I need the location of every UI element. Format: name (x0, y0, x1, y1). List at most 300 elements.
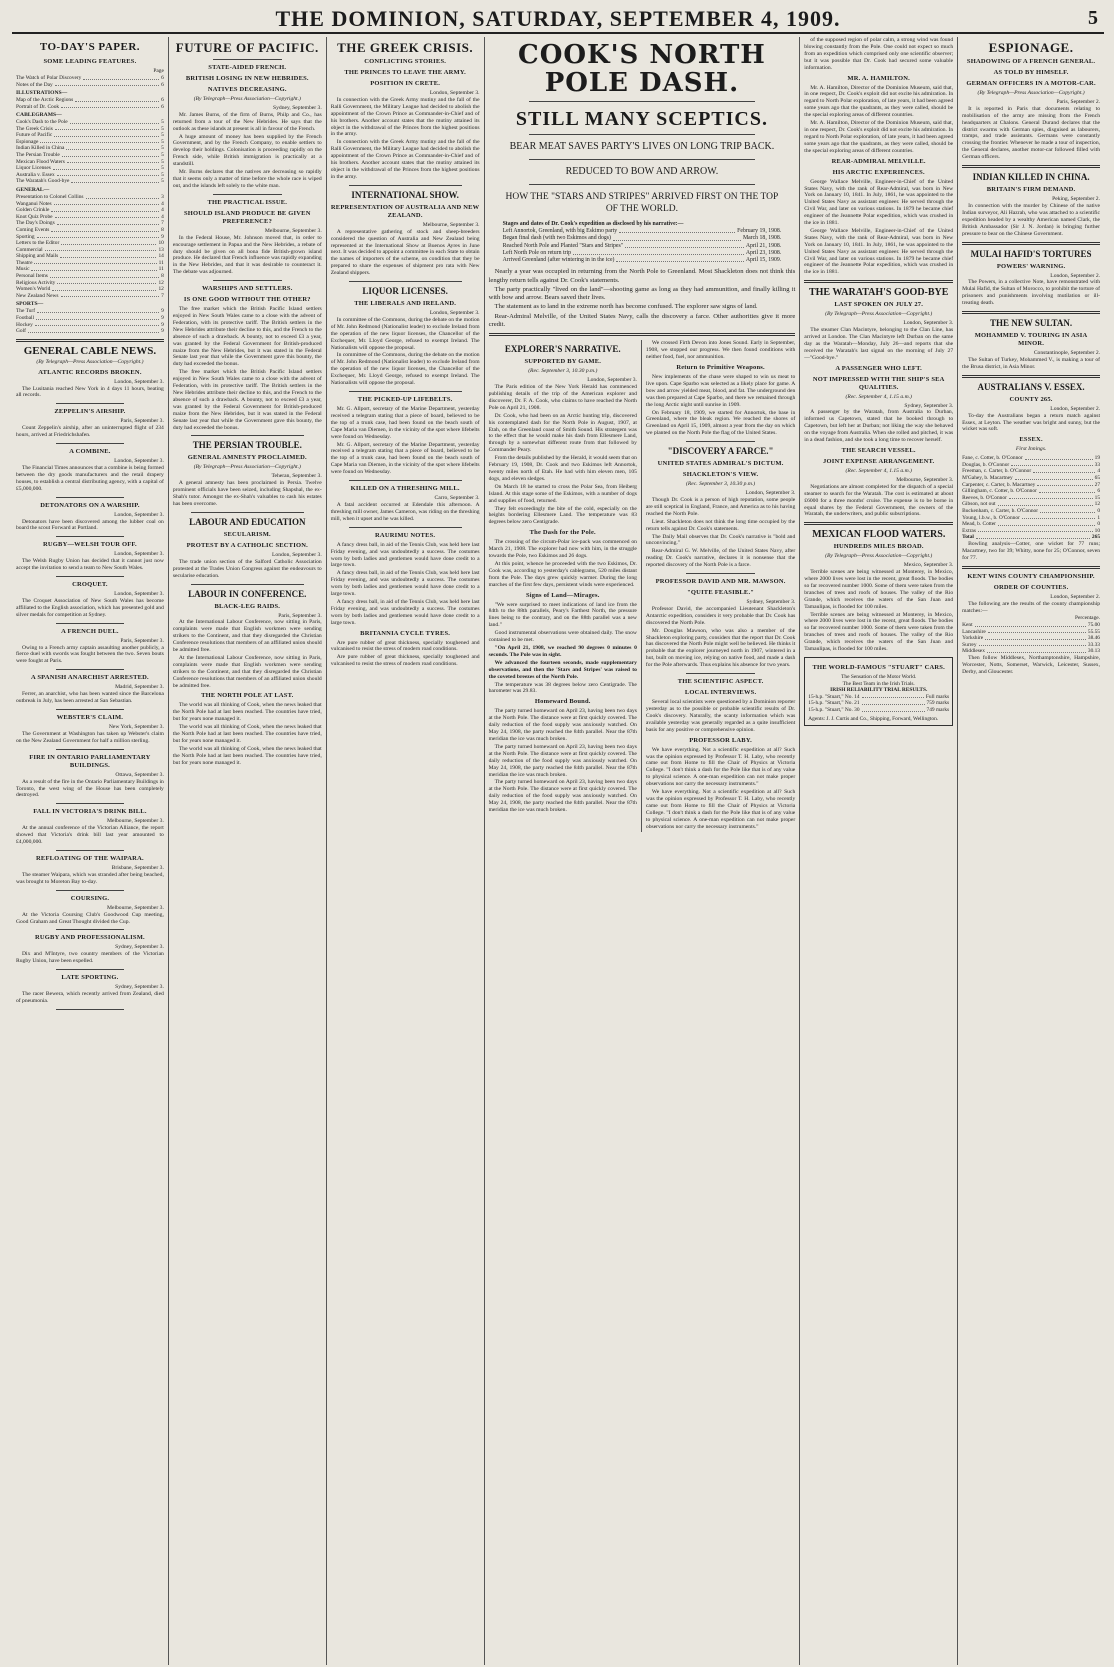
stage-row-value: April 23, 1908. (745, 249, 782, 256)
batsman-row-value: 15 (1094, 494, 1101, 501)
natives-para-1: Mr. James Burns, of the firm of Burns, Philp and Co., has returned from a tour of the New Hebrides. He says that the outlook as these islands at present is all in favour of the French. (172, 111, 322, 132)
passenger-head: A PASSENGER WHO LEFT. (835, 364, 922, 372)
divider (56, 1009, 124, 1010)
contents-entry (16, 234, 164, 241)
cable-item-dateline: Melbourne, September 3. (107, 818, 164, 825)
dot-leader (67, 159, 159, 164)
farce-para-1: Though Dr. Cook is a person of high reputation, some people are still sceptical in England, France, and America as to his having reached the North Pole. (645, 496, 796, 517)
persian-trouble-title: THE PERSIAN TROUBLE. (192, 440, 302, 451)
threshing-body: A fatal accident occurred at Edendale this afternoon. A threshing mill owner, James Cameron, was riding on the threshing mill, when it upset and he was killed. (330, 501, 480, 522)
primitive-body-2: On February 18, 1909, we started for Annortok, the base in Greenland, where the bleak region. We reached the shores of Greenland on April 15, 1909, almost a year from the day on which we planted on the North Pole the flag of the United States. (645, 409, 796, 437)
melville-head: REAR-ADMIRAL MELVILLE. (831, 157, 926, 165)
contents-entry-label: Theatre (16, 259, 33, 266)
contents-entry-label: Wanganui Notes (16, 200, 52, 207)
column-7 (958, 37, 1104, 1665)
county-table (962, 615, 1100, 655)
cable-item-head: CROQUET. (72, 581, 108, 589)
divider (56, 803, 124, 804)
land-mirages-head: Signs of Land—Mirages. (525, 591, 600, 599)
conference-dateline: Paris, September 3. (278, 612, 322, 619)
land-para-2: Good instrumental observations were obtained daily. The snow contained to be met. (488, 630, 637, 644)
contents-entry-page: 4 (161, 207, 164, 214)
contents-entry (16, 293, 164, 300)
batsman-row-value: 6 (1097, 488, 1101, 495)
masthead-title: THE DOMINION, SATURDAY, SEPTEMBER 4, 1909. (275, 6, 841, 31)
contents-entry-label: Indian Killed in China (16, 145, 65, 152)
contents-entry (16, 220, 164, 227)
county-row (962, 635, 1100, 642)
divider (804, 522, 953, 525)
contents-entry-label: Letters to the Editor (16, 240, 60, 247)
contents-entry-page: 5 (161, 152, 164, 159)
contents-entry (16, 172, 164, 179)
divider (804, 280, 953, 283)
contents-entry-label: Cook's Dash to the Pole (16, 119, 68, 126)
contents-entry-label: Espionage (16, 138, 39, 145)
batsman-row-value: 0 (1097, 508, 1101, 515)
explorers-narrative-head: EXPLORER'S NARRATIVE. (504, 344, 621, 355)
divider (349, 391, 462, 392)
column-6 (800, 37, 958, 1665)
first-innings-head: First Innings. (1015, 446, 1047, 453)
persian-body: A general amnesty has been proclaimed in Persia. Twelve prominent officials have been seized, including Shapshal, the ex-Shah's tutor. Amongst the ex-Shah's valuables to cash his estates has been overcome. (172, 480, 322, 507)
german-officers-head: GERMAN OFFICERS IN A MOTOR-CAR. (966, 80, 1096, 87)
stage-row-label: Left Annortok, Greenland, with big Eskimo party (502, 228, 618, 235)
dot-leader (998, 521, 1095, 526)
dot-leader (573, 250, 744, 255)
dot-leader (979, 642, 1086, 647)
mulai-hafid-title: MULAI HAFID'S TORTURES (970, 248, 1092, 259)
lead-paragraphs (489, 268, 796, 329)
cable-item-dateline: Brisbane, September 3. (111, 864, 164, 871)
laby-body: We have everything. Not a scientific expedition at all? Such was the opinion expressed by Professor T. H. Laby, who recently came out from Home to fill the Chair of Physics at Victoria College. "I don't think a dash for the Pole like that is of any value to physical science. A one-man expedition can not make proper observations nor carry the necessary instruments." (645, 746, 796, 788)
melville-body: George Wallace Melville, Engineer-in-Chief of the United States Navy, with the rank of Rear-Admiral, was born in New York on January 10, 1841. In July, 1861, he was appointed to the United States Navy as assistant engineer. He served through the Civil War, and later on various stations. In 1879 he became chief engineer of the Jeannette Polar expedition, which was crushed in the ice in 1881. (804, 178, 954, 227)
dot-leader (998, 501, 1093, 506)
leading-features-label: SOME LEADING FEATURES. (43, 58, 137, 65)
raurimu-body-3: A fancy dress ball, in aid of the Tennis Club, was held here last Friday evening, and was undoubtedly a success. The costumes worn by both ladies and gentlemen would have done credit to a large town. (330, 598, 480, 626)
professor-laby-head: PROFESSOR LABY. (689, 736, 752, 744)
contents-entry-page: 5 (161, 178, 164, 185)
dot-leader (60, 253, 156, 258)
cable-item-body: Ferrer, an anarchist, who has been wanted since the Barcelona outbreak in July, has been arrested at San Sebastian. (16, 691, 164, 705)
admirals-dictum-head: UNITED STATES ADMIRAL'S DICTUM. (657, 460, 784, 468)
divider (962, 165, 1100, 168)
divider (213, 59, 282, 60)
columns (12, 37, 1104, 1665)
ad-result-value: 759 marks (926, 700, 950, 707)
prof-para-2: Mr. Douglas Mawson, who was also a member of the Shackleton exploring party, considers that the report that Dr. Cook has discovered the North Pole might well be believed. He thinks it probable that the explorer journeyed north in 1907, wintered in a hut, built on moving ice, relying on native food, and made a dash for the Pole afterwards. Thus explains his absence for two years. (645, 627, 796, 669)
dash-para-1: The crossing of the circum-Polar ice-pack was commenced on March 21, 1908. The explorer had now with him, in the struggle towards the Pole, two Eskimos and 26 dogs. (488, 539, 637, 560)
contents-entry-page: 6 (161, 97, 164, 103)
contents-entry-page: 11 (158, 266, 164, 273)
batsman-row-label: Freeman, c. Carter, b. O'Connor (962, 468, 1032, 475)
batsman-row (962, 488, 1100, 495)
general-cable-news-title: GENERAL CABLE NEWS. (23, 344, 157, 357)
dot-leader (70, 119, 160, 124)
quite-feasible-head: "QUITE FEASIBLE." (687, 589, 755, 597)
divider (56, 497, 124, 498)
cable-item-dateline: Melbourne, September 3. (107, 904, 164, 911)
dot-leader (62, 152, 159, 157)
dot-leader (45, 247, 157, 252)
natives-para-2: A huge amount of money has been supplied by the French Government, and by the French Company, to enable settlers to develop their holdings. Colonisation is proceeding rapidly on the French side, while British immigration is practically at a standstill. (172, 133, 322, 168)
batsman-row (962, 495, 1100, 502)
amnesty-head: GENERAL AMNESTY PROCLAIMED. (187, 454, 307, 462)
batsman-row-value: 1 (1097, 514, 1101, 521)
cable-item-head: REFLOATING OF THE WAIPARA. (36, 854, 144, 862)
labour-conference-title: LABOUR IN CONFERENCE. (188, 588, 307, 599)
dot-leader (61, 104, 159, 109)
divider (56, 749, 124, 750)
search-received: (Rec. September 4, 1.15 a.m.) (845, 467, 912, 474)
contents-entry-label: Coming Events (16, 226, 50, 233)
dot-leader (61, 240, 156, 245)
cable-item-head: A COMBINE. (69, 448, 111, 456)
labour-education-title: LABOUR AND EDUCATION (189, 516, 306, 527)
dot-leader (28, 328, 159, 333)
contents-entry-page: 8 (161, 273, 164, 280)
britannia-body-2: Are pure rubber of great thickness, specially toughened and vulcanised to resist the stress of modern road conditions. (330, 654, 480, 668)
cable-item-head: ATLANTIC RECORDS BROKEN. (38, 368, 142, 376)
contents-entry (16, 207, 164, 214)
contents-entry (16, 227, 164, 234)
contents-entry-label: Golden Crinkle (16, 207, 50, 214)
cable-item-head: RUGBY—WELSH TOUR OFF. (43, 541, 137, 549)
contents-entry (16, 82, 164, 89)
hamilton-body: Mr. A. Hamilton, Director of the Dominion Museum, said that, in one respect, Dr. Cook's exploit did not excite his admiration. In regard to North Polar exploration, of late years, it had been agreed some years ago that the quadrants, as they were called, should be the special exploring areas of different countries. (804, 84, 954, 119)
dot-leader (53, 165, 159, 170)
india-dateline: Peking, September 2. (1052, 196, 1101, 203)
divider (56, 850, 124, 851)
ad-results (808, 694, 949, 714)
espionage-title: ESPIONAGE. (988, 40, 1074, 55)
divider (56, 576, 124, 577)
primitive-weapons-head: Return to Primitive Weapons. (676, 364, 765, 372)
contents-entry (16, 214, 164, 221)
county-row (962, 622, 1100, 629)
india-body: In connection with the murder by Chinese of the native Indian surveyor, Ali Hazrah, who was attached to a scientific expedition headed by a wealthy American named Clark, the British Ambassador (Sir J. N. Jordan) is bringing further pressure to bear on the Chinese Government. (962, 202, 1101, 237)
kent-wins-head: KENT WINS COUNTY CHAMPIONSHIP. (967, 572, 1095, 580)
contents-entry-page: 12 (158, 279, 164, 286)
divider (529, 101, 756, 102)
cable-item-dateline: London, September 3. (114, 458, 164, 465)
new-sultan-title: THE NEW SULTAN. (990, 318, 1073, 329)
divider (686, 573, 755, 574)
lead-para-3: The statement as to land in the extreme north has become confused. The explorer saw signs of land. (494, 303, 758, 311)
contents-entry-page: 10 (158, 240, 164, 247)
dot-leader (613, 235, 741, 240)
main-subcol-right (642, 340, 795, 831)
dot-leader (55, 126, 159, 131)
warships-head: WARSHIPS AND SETTLERS. (202, 285, 293, 293)
sultan-body: The Sultan of Turkey, Mohammed V., is making a tour of the Brusa district, in Asia Minor. (962, 356, 1101, 370)
discovery-farce-head: "DISCOVERY A FARCE." (667, 446, 774, 457)
contents-entry (16, 152, 164, 159)
contents-entry (16, 286, 164, 293)
raurimu-body: A fancy dress ball, in aid of the Tennis Club, was held here last Friday evening, and was undoubtedly a success. The costumes worn by both ladies and gentlemen would have done credit to a large town. (330, 541, 480, 569)
position-body-2: In connection with the Greek Army mutiny and the fall of the Ralli Government, the Military League had decided to abolish the appointment of the Crown Prince as Commander-in-Chief and of his brothers. Another account states that the mutiny attained its object in the withdrawal of the Princes from the highest positions in the army. (330, 139, 480, 180)
stages-list (503, 228, 782, 264)
expedition-stages (503, 221, 782, 264)
dash-head: The Dash for the Pole. (529, 529, 596, 537)
main-second-headline: STILL MANY SCEPTICS. (515, 108, 768, 130)
future-pacific-title: FUTURE OF PACIFIC. (175, 40, 319, 55)
contents-entry-page: 14 (158, 253, 164, 260)
cable-item-body: The Government at Washington has taken up Webster's claim on the New Zealand Government for half a million sterling. (16, 730, 164, 744)
labour-body: The trade union section of the Salford Catholic Association protested at the Trades Union Congress against the endeavours to secularise education. (172, 558, 322, 579)
north-pole-at-last-head: THE NORTH POLE AT LAST. (201, 692, 294, 700)
contents-entry (16, 247, 164, 254)
mexico-body: Terrible scenes are being witnessed at Monterey, in Mexico, where 2000 lives were lost in the recent, great floods. The bodies so far recovered number 1000. Some of them were taken from the branches of trees and roofs of houses. The valley of the Rio Grande, which receives the waters of the San Juan and Tamaulipas, is flooded for 100 miles. (804, 569, 954, 610)
essex-total (962, 534, 1100, 541)
dot-leader (36, 315, 159, 320)
kent-dateline: London, September 2. (1050, 593, 1101, 600)
batsman-row (962, 508, 1100, 515)
farce-received: (Rec. September 3, 10.30 p.m.) (686, 481, 756, 488)
dot-leader (54, 201, 160, 206)
stage-row-value: April 21, 1908. (745, 242, 782, 249)
shackletons-view-head: SHACKLETON'S VIEW. (682, 471, 759, 479)
divider (56, 669, 124, 670)
dot-leader (35, 322, 159, 327)
contents-entry-label: The Turf (16, 308, 36, 315)
dot-leader (1009, 495, 1093, 500)
dot-leader (66, 145, 159, 150)
batsman-row (962, 515, 1100, 522)
contents-entry-label: Australia v. Essex (16, 171, 55, 178)
told-by-himself-head: AS TOLD BY HIMSELF. (993, 69, 1069, 76)
column-1 (12, 37, 169, 1665)
prof-para-1: Professor David, the accompanied Lieutenant Shackleton's Antarctic expedition, considers it very probable that Dr. Cook has discovered the North Pole. (645, 605, 796, 626)
conference-body: At the International Labour Conference, now sitting in Paris, complaints were made that English workmen were sending strikers to the Continent, and that they disregarded the Christian Conference resolutions that members of an affiliated union should be admitted free. (172, 619, 322, 654)
divider (191, 435, 304, 436)
contents-entry (16, 273, 164, 280)
divider (213, 280, 282, 281)
county-row-value: 33.33 (1087, 641, 1101, 648)
stage-row-label: Left North Pole on return trip (502, 249, 571, 256)
greek-crisis-title: THE GREEK CRISIS. (337, 40, 474, 55)
kent-after: Then follow Middlesex, Northamptonshire, Hampshire, Worcester, Notts, Somerset, Warwick, Leicester, Sussex, Derby, and Gloucester. (962, 655, 1101, 675)
dot-leader (616, 257, 743, 262)
dot-leader (988, 629, 1086, 634)
deck-stars-stripes: HOW THE "STARS AND STRIPES" ARRIVED FIRST ON THE TOP OF THE WORLD. (505, 192, 779, 214)
contents-section-head: ILLUSTRATIONS— (16, 90, 68, 97)
hamilton-body-2: Mr. A. Hamilton, Director of the Dominion Museum, said that, in one respect, Dr. Cook's exploit did not excite his admiration. In regard to North Polar exploration, of late years, it had been agreed some years ago that the quadrants, as they were called, should be the special exploring areas of different countries. (804, 120, 954, 154)
contents-entry-page: 3 (161, 193, 164, 200)
deck-bow-arrow: REDUCED TO BOW AND ARROW. (565, 166, 719, 177)
dot-leader (862, 700, 925, 705)
contents-entry-label: The Waratah's Good-bye (16, 178, 70, 185)
divider (962, 242, 1100, 245)
continued-body: of the supposed region of polar calm, a strong wind was found blowing constantly from the Pole. One could not expect so much from an expedition which comprised only one scientific observer; but it was possible that Dr. Cook had secured some valuable information. (804, 37, 954, 71)
contents-entry-label: Sporting (16, 233, 35, 240)
contents-entry (16, 75, 164, 82)
contents-entry-label: Liquor Licenses (16, 165, 51, 172)
county-265-head: COUNTY 265. (1009, 395, 1053, 403)
stage-row-value: March 18, 1908. (742, 235, 782, 242)
dot-leader (978, 528, 1093, 533)
homeward-body-3: The party turned homeward on April 23, having been two days at the North Pole. The distance were at first quickly covered. The daily reduction of the food supply was anxiously watched. On May 24, 1908, the party reached the 84th parallel. Near the 87th meridian the ice was much broken. (488, 779, 637, 814)
divider (349, 527, 462, 528)
liquor-body: In committee of the Commons, during the debate on the motion of Mr. John Redmond (Nationalist leader) to exclude Ireland from the operation of the new liquor licenses, the Chancellor of the Exchequer, Mr. Lloyd George, refused to exempt Ireland. The Nationalists will oppose the proposal. (330, 316, 480, 351)
contents-section-head: GENERAL— (16, 187, 50, 194)
search-dateline: Melbourne, September 3. (896, 476, 954, 483)
contents-entry-label: Football (16, 314, 34, 321)
batsman-row-value: 27 (1094, 481, 1101, 488)
contents-entry-page: 6 (161, 74, 164, 81)
dot-leader (1033, 468, 1095, 473)
contents-entry-page: 13 (158, 246, 164, 253)
contents-entry (16, 145, 164, 152)
cable-item-dateline: London, September 3. (114, 378, 164, 385)
contents-entry (16, 280, 164, 287)
contents-entry-page: 8 (161, 226, 164, 233)
contents-entry-label: Portrait of Dr. Cook (16, 103, 60, 110)
batsman-row-label: Reeves, b. O'Connor (962, 494, 1007, 501)
contents-entry-page: 4 (161, 200, 164, 207)
todays-paper-title: TO-DAY'S PAPER. (39, 41, 141, 53)
scientific-aspect-head: THE SCIENTIFIC ASPECT. (677, 678, 764, 686)
liberals-ireland-head: THE LIBERALS AND IRELAND. (354, 300, 457, 308)
dot-leader (1037, 482, 1092, 487)
mulai-dateline: London, September 2. (1050, 272, 1101, 279)
contents-entry-page: 5 (161, 171, 164, 178)
essex-head: ESSEX. (1019, 436, 1043, 444)
cable-item-head: FIRE IN ONTARIO PARLIAMENTARY BUILDINGS. (29, 753, 151, 769)
warships-body-2: The free market which the British Pacific Island settlers enjoyed in New South Wales came to a close with the advent of Federation, with its protective tariff. The British settlers in the New Hebrides attribute their decline to this, and the French to the absence of such a drawback. A bounty, not to exceed £3 a year, was granted by the Federal Government for British-produced maize from the New Hebrides, but it was stated in the Federal Senate last year that while the Government gave this bounty, the duty had exceeded the bonus. (172, 369, 322, 431)
dot-leader (55, 82, 159, 87)
contents-entry-label: Mexican Flood Waters (16, 158, 65, 165)
north-pole-body: The world was all thinking of Cook, when the news leaked that the North Pole had at last been reached. The countries have tried, but for years none managed it. (172, 702, 322, 723)
catholic-protest-head: PROTEST BY A CATHOLIC SECTION. (186, 541, 308, 549)
waratah-title: THE WARATAH'S GOOD-BYE (808, 287, 949, 299)
contents-entry-label: New Zealand News (16, 292, 59, 299)
supported-by-game-head: SUPPORTED BY GAME. (524, 358, 602, 366)
contents-entry (16, 308, 164, 315)
divider (56, 403, 124, 404)
contents-entry (16, 315, 164, 322)
hundreds-miles-head: HUNDREDS MILES BROAD. (833, 543, 924, 551)
australians-essex-title: AUSTRALIANS V. ESSEX. (977, 381, 1085, 392)
contents-entry-page: 5 (161, 119, 164, 126)
aus-body: To-day the Australians began a return match against Essex, at Leyton. The weather was bright and sunny, but the wicket was soft. (962, 412, 1101, 433)
divider (529, 134, 756, 135)
dot-leader (1039, 488, 1095, 493)
position-dateline: London, September 3. (429, 90, 480, 96)
cable-item-head: RUGBY AND PROFESSIONALISM. (34, 934, 145, 942)
dot-leader (61, 293, 160, 298)
narr-para-3: From the details published by the Herald, it would seem that on February 19, 1908, Dr. Cook and two Eskimos left Annortok, twenty miles north of Etah. He had with him eleven men, 105 dogs, and eleven sledges. (488, 455, 637, 482)
page-number: 5 (1088, 7, 1098, 29)
laby-body-2: We have everything. Not a scientific expedition at all? Such was the opinion expressed by Professor T. H. Laby, who recently came out from Home to fill the Chair of Physics at Victoria College. "I don't think a dash for the Pole like that is of any value to physical science. A one-man expedition can not make proper observations nor carry the necessary instruments." (645, 789, 796, 830)
stage-row-label: Reached North Pole and Planted "Stars and Stripes" (502, 242, 624, 249)
dot-leader (1025, 455, 1093, 460)
espionage-body: It is reported in Paris that documents relating to mobilisation of the army are missing from the French headquarters at Chalons. General Durand declares that the district swarms with German spies, disguised as labourers, tramps, and trade assistants. Germans were constantly crossing the frontier. Whenever he made a tour of inspection, the General declares, another motor-car followed filled with German officers. (962, 105, 1101, 161)
dot-leader (57, 220, 159, 225)
position-crete-head: POSITION IN CRETE. (370, 80, 441, 87)
farce-para-3: The Daily Mail observes that Dr. Cook's narrative is "bold and unconvincing." (645, 533, 796, 547)
warships-body: The free market which the British Pacific Island settlers enjoyed in New South Wales came to a close with the advent of Federation, with its protective tariff. The British settlers in the New Hebrides attribute their decline to this, and the French to the absence of such a drawback. A bounty, not to exceed £3 a year, was granted by the Federal Government for British-produced maize from the New Hebrides, but it was stated in the Federal Senate last year that while the Government gave this bounty, the duty had exceeded the bonus. (172, 306, 322, 368)
contents-entry (16, 165, 164, 172)
county-row (962, 648, 1100, 655)
liquor-licenses-title: LIQUOR LICENSES. (362, 286, 448, 297)
contents-entry-page: 9 (161, 308, 164, 315)
sea-qualities-head: NOT IMPRESSED WITH THE SHIP'S SEA QUALITIES. (812, 375, 945, 391)
contents-entry (16, 159, 164, 166)
ad-line-1: The Sensation of the Motor World. (841, 674, 917, 680)
powers-warning-head: POWERS' WARNING. (996, 262, 1066, 270)
contents-entry-page: 9 (161, 321, 164, 328)
dot-leader (40, 139, 159, 144)
dot-leader (619, 228, 735, 233)
cable-item-dateline: Ottawa, September 3. (115, 771, 164, 778)
order-counties-head: ORDER OF COUNTIES. (993, 583, 1069, 591)
ad-result-value: 749 marks (926, 706, 950, 713)
land-para-1: "We were surprised to meet indications of land ice from the 84th to the 88th parallels, Peary's Farthest North, the pressure lines being to the contrary, and on the 88th parallel was a new land." (488, 601, 637, 629)
apr21-para: "On April 21, 1908, we reached 90 degrees 0 minutes 0 seconds. The Pole was in sight. (488, 645, 637, 658)
narrative-dateline: London, September 3. (587, 377, 637, 384)
contents-entry-label: Future of Pacific (16, 132, 53, 139)
ad-line-2: The Best Team in the Irish Trials. (842, 680, 915, 687)
lifebelts-body: Mr. G. Allport, secretary of the Marine Department, yesterday received a telegram stating that a piece of board, believed to be the top of a trunk case, had been found on the beach south of Cape Maria van Diemen, in the vicinity of the spot where lifebelts were found on Wednesday. (330, 406, 480, 440)
cable-item-body: The Croquet Association of New South Wales has become affiliated to the English association, which has presented gold and silver medals for competition at Sydney. (16, 597, 164, 618)
contents-entry (16, 178, 164, 185)
threshing-dateline: Carro, September 3. (434, 495, 480, 502)
natives-decreasing-head: NATIVES DECREASING. (207, 86, 287, 93)
espionage-dateline: Paris, September 2. (1056, 98, 1101, 105)
labour-dateline: London, September 3. (272, 551, 322, 558)
batsman-row-value: 4 (1097, 468, 1101, 475)
show-body: A representative gathering of stock and sheep-breeders considered the question of Australia and New Zealand being represented at the International Show at Buenos Ayres in June next. It was decided to appoint a committee in each State to obtain the names of importers of the scheme, on condition that they be prepared to share the expenses of shipment pro rata with New Zealand shippers. (330, 228, 480, 277)
county-row-label: Lancashire (962, 628, 986, 635)
contents-entry (16, 97, 164, 104)
county-row-value: 38.46 (1087, 635, 1101, 642)
stages-title: Stages and dates of Dr. Cook's expedition as disclosed by his narrative:— (502, 221, 684, 227)
batsman-row-value: 0 (1097, 521, 1101, 528)
cable-item-body: The Lusitania reached New York in 4 days 11 hours, beating all records. (16, 385, 164, 399)
homeward-body: The party turned homeward on April 23, having been two days at the North Pole. The distance were at first quickly covered. The daily reduction of the food supply was anxiously watched. On May 24, 1908, the party reached the 84th parallel. Near the 87th meridian the ice was much broken. (488, 708, 637, 742)
county-row-label: Surrey (962, 641, 977, 648)
dot-leader (1022, 515, 1095, 520)
batsman-row-label: M'Gahey, b. Macartney (962, 475, 1013, 482)
masthead (12, 6, 1104, 34)
ad-result-label: 15-h.p. "Stuart," No. 30 (808, 706, 860, 713)
warships-subhead: IS ONE GOOD WITHOUT THE OTHER? (183, 296, 311, 304)
waratah-credit: (By Telegraph—Press Association—Copyright.) (825, 311, 933, 318)
narr-para-4: On March 18 he started to cross the Polar Sea, from Heiberg Island. At this stage some of the Eskimos, with a number of dogs and supplies of food, returned. (488, 483, 637, 504)
ad-result-value: Full marks (925, 693, 950, 700)
ad-result-label: 15-h.p. "Stuart," No. 21 (808, 700, 860, 707)
lifebelts-body-2: Mr. G. Allport, secretary of the Marine Department, yesterday received a telegram stating that a piece of board, believed to be the top of a trunk case, had been found on the beach south of Cape Maria van Diemen, in the vicinity of the spot where lifebelts were found on Wednesday. (330, 441, 480, 476)
dot-leader (31, 266, 156, 271)
contents-entry (16, 132, 164, 139)
percentage-label: Percentage. (1075, 615, 1101, 622)
state-aided-french-head: STATE-AIDED FRENCH. (208, 64, 287, 71)
contents-entry-label: Golf (16, 328, 26, 335)
last-spoken-head: LAST SPOKEN ON JULY 27. (834, 301, 924, 309)
county-rows (962, 622, 1100, 655)
batsman-row-label: Fane, c. Cotter, b. O'Connor (962, 455, 1023, 462)
cable-item-head: A FRENCH DUEL. (61, 627, 119, 635)
contents-entry-page: 5 (161, 138, 164, 145)
divider (56, 623, 124, 624)
contents-entry-label: Shipping and Mails (16, 253, 59, 260)
county-row (962, 642, 1100, 649)
cable-news-list (16, 369, 164, 1010)
dot-leader (51, 227, 159, 232)
raurimu-head: RAURIMU NOTES. (375, 531, 436, 539)
homeward-head: Homeward Bound. (534, 698, 591, 706)
